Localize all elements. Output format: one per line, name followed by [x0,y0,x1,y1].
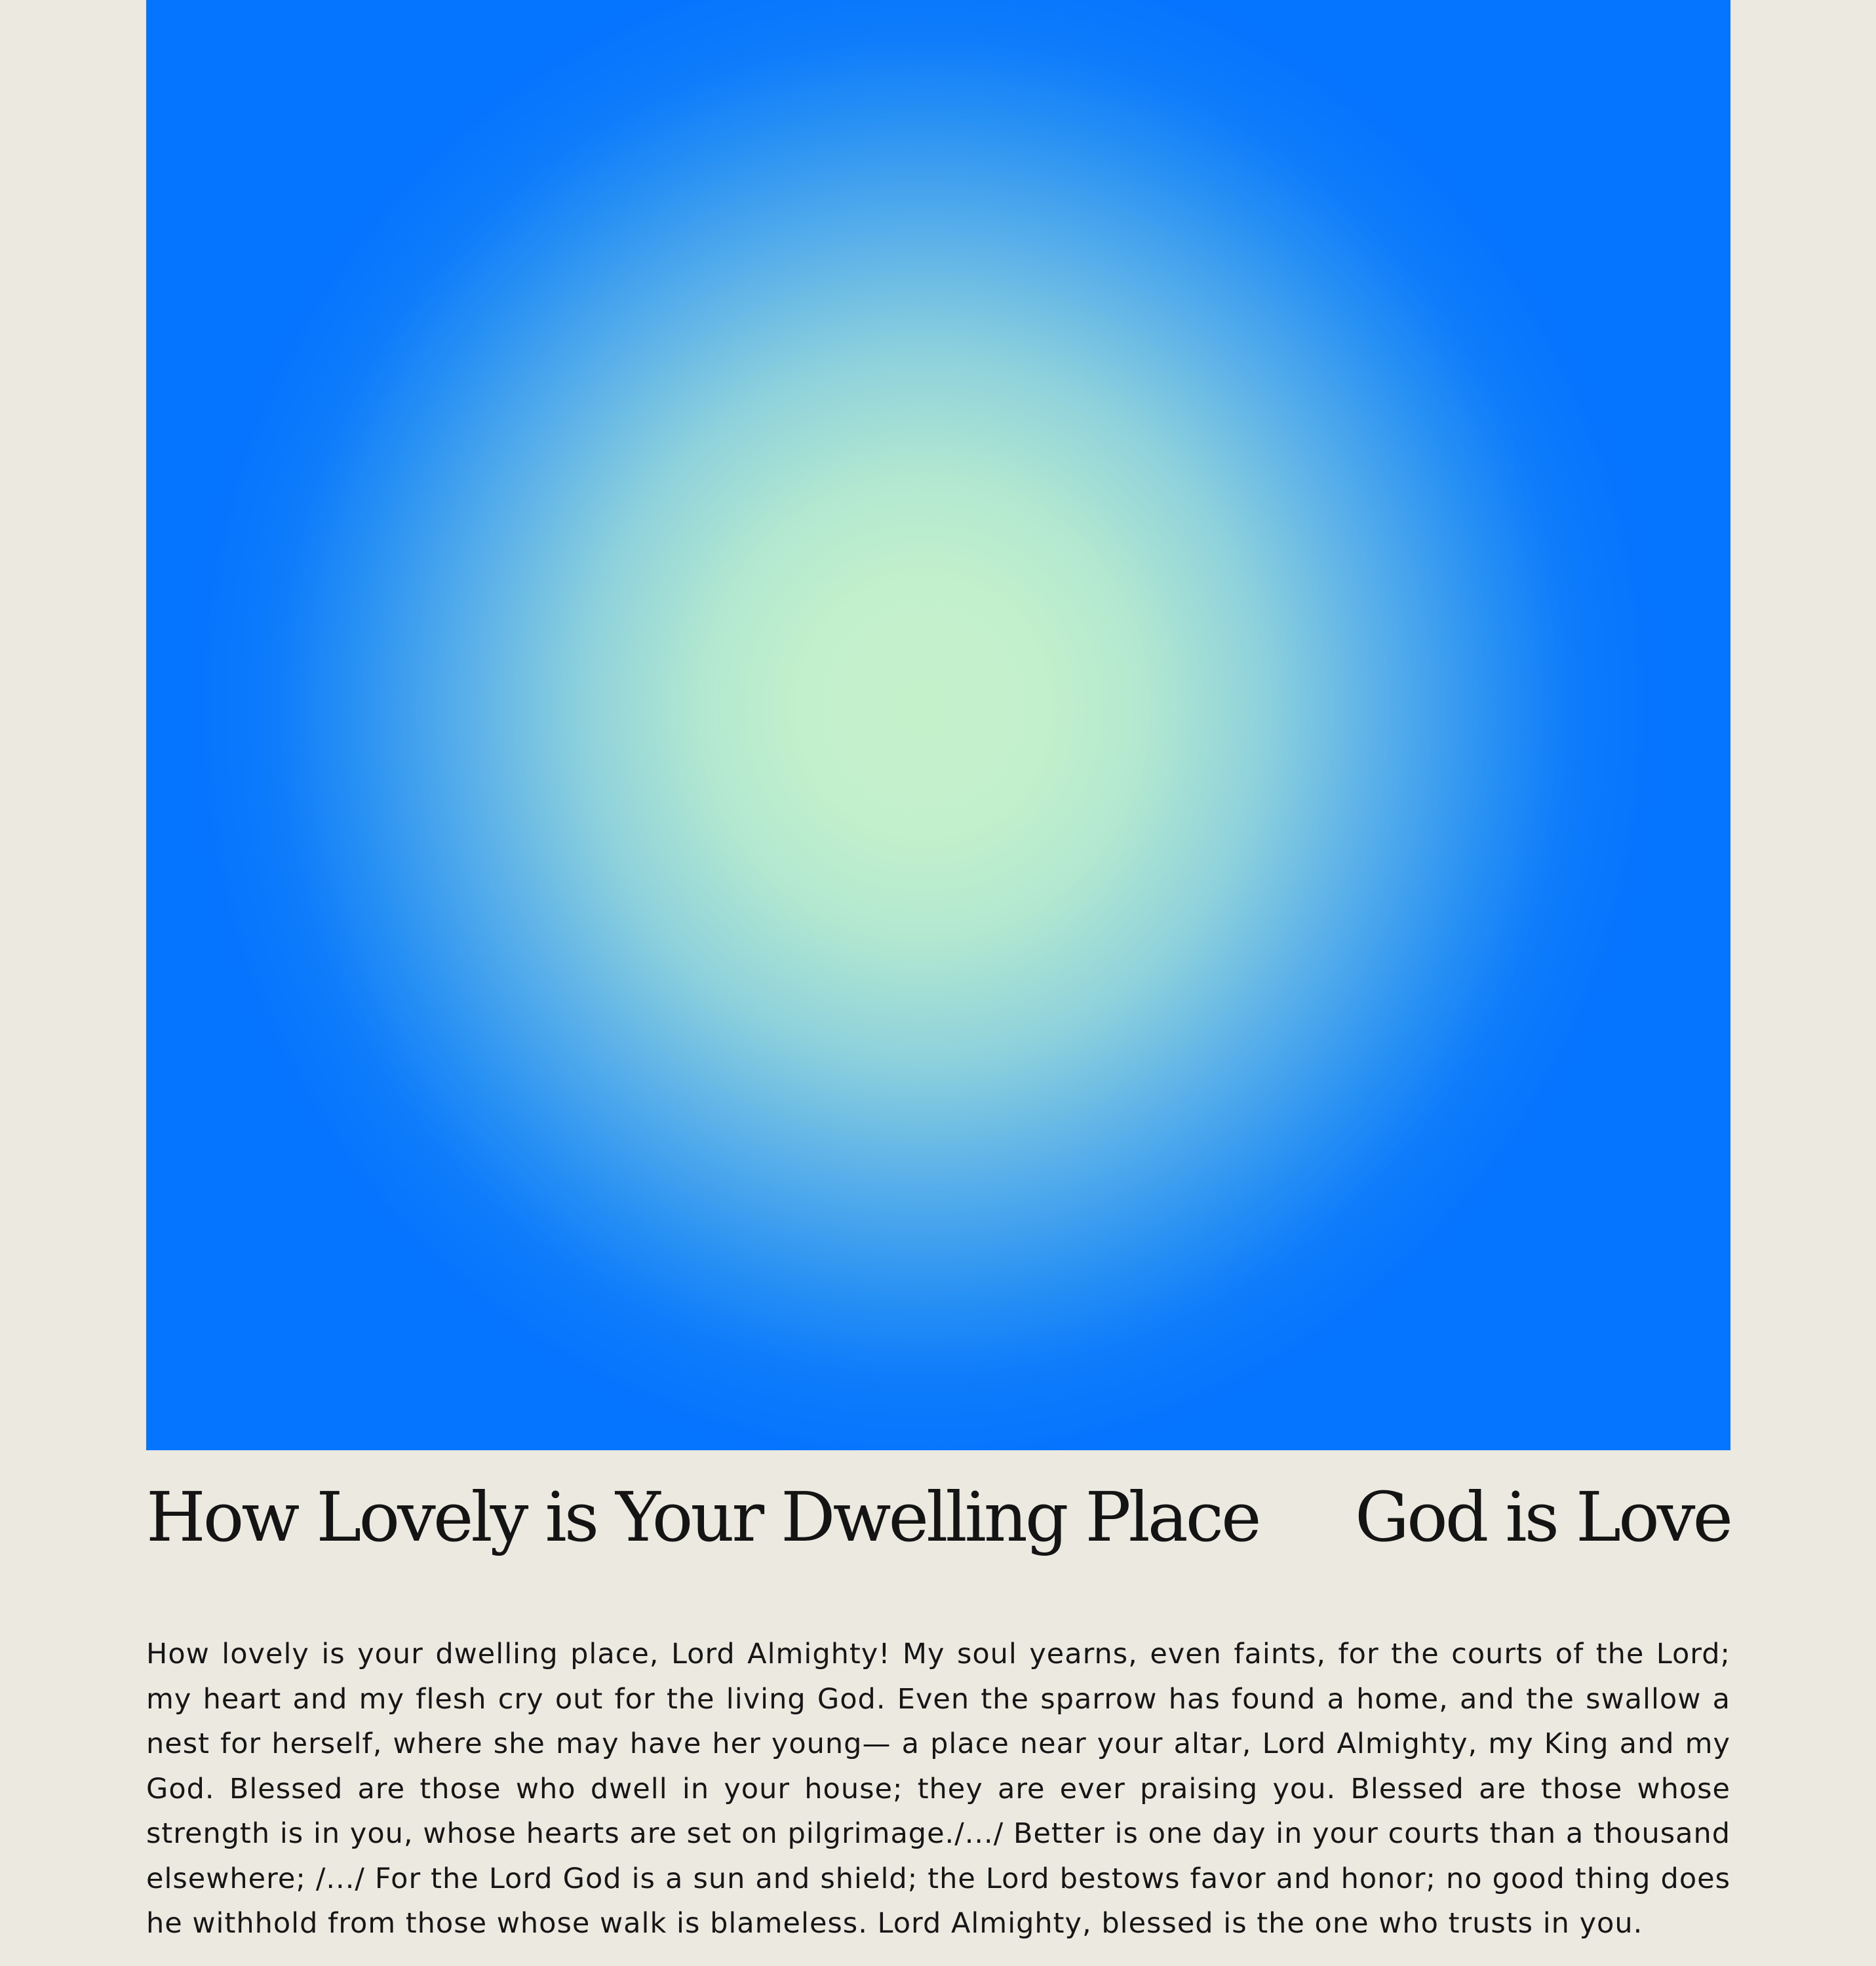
scripture-text: How lovely is your dwelling place, Lord Almighty! My soul yearns, even faints, for the courts of the Lord; my heart and my flesh cry out for the living God. Even the sparrow has found a home, and the swallow a nest for herself, where she may have her young— a place near your altar, Lord Almighty, my King and my God. Blessed are those who dwell in your house; they are ever praising you. Blessed are those whose strength is in you, whose hearts are set on pilgrimage./.../ Better is one day in your courts than a thousand elsewhere; /.../ For the Lord God is a sun and shield; the Lord bestows favor and honor; no good thing does he withhold from those whose walk is blameless. Lord Almighty, blessed is the one who trusts in you. [146,1638,1730,1940]
poster-subtitle: God is Love [1355,1477,1730,1557]
poster-title: How Lovely is Your Dwelling Place [146,1477,1259,1557]
gradient-artwork [146,0,1730,1450]
